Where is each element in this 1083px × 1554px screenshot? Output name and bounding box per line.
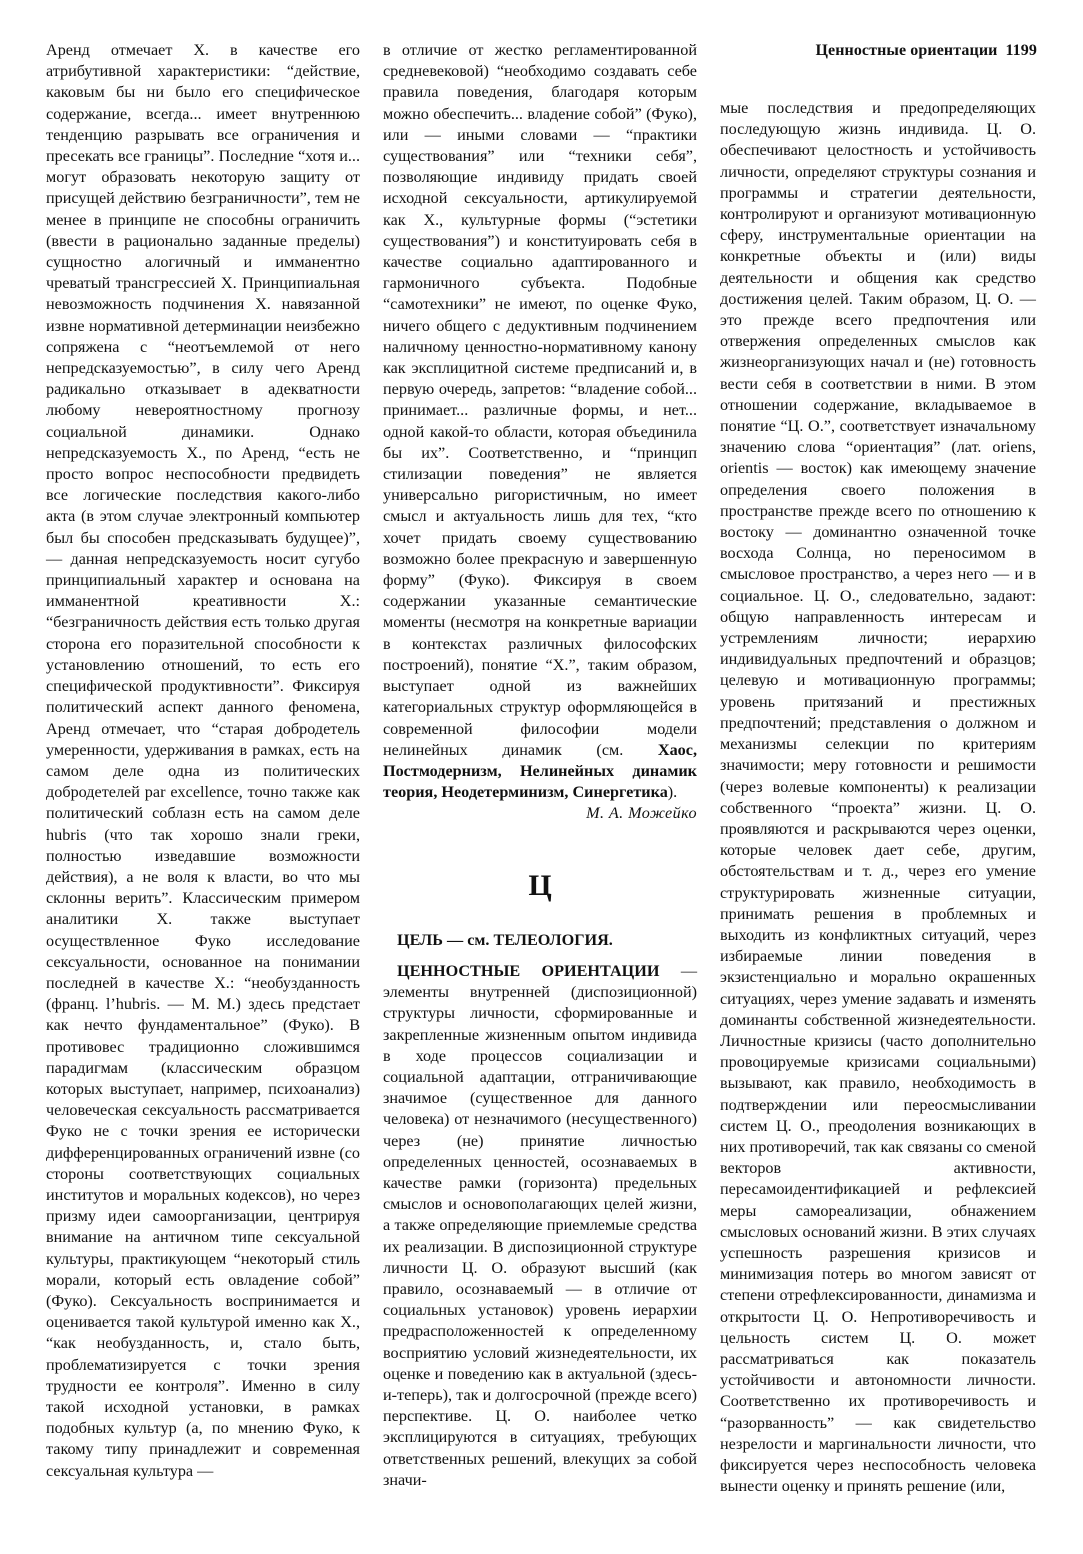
running-header [815,42,1037,60]
entry-goal-reference: ТЕЛЕОЛОГИЯ. [493,930,613,949]
paragraph [383,40,697,803]
cross-references: Хаос, Постмодернизм, Нелинейных динамик теория, Неодетерминизм, Синергетика [383,740,697,802]
paragraph: Аренд отмечает Х. в качестве его атрибутивной характеристики: “действие, каковым бы ни было его специфическое содержание, всегда... имеет внутреннюю тенденцию разрывать все ограничения и пресекать все границы”. Последние “хотя и... могут образовать некоторую защиту от присущей действию безграничности”, тем не менее в принципе не способны ограничить (ввести в рационально заданные пределы) сущностно алогичный и имманентно чреватый трансгрессией Х. Принципиальная невозможность подчинения Х. навязанной извне нормативной детерминации неизбежно сопряжена с “неотъемлемой от него непредсказуемостью”, в силу чего Аренд радикально отказывает в адекватности любому невероятностному прогнозу социальной динамики. Однако непредсказуемость Х., по Аренд, “есть не просто вопрос неспособности предвидеть все логические последствия какого-либо акта (в этом случае электронный компьютер был бы способен предсказывать будущее)”, — данная непредсказуемость носит сугубо принципиальный характер и основана на имманентной креативности Х.: “безграничность действия есть только другая сторона его поразительной способности к установлению отношений, то есть его специфической продуктивности”. Фиксируя политический аспект данного феномена, Аренд отмечает, что “старая добродетель умеренности, удерживания в рамках, есть на самом деле одна из политических добродетелей par excellence, точно также как политический соблазн есть на самом деле hubris (что так хорошо знали греки, полностью изведавшие возможности действия), а не воля к власти, во что мы склонны верить”. Классическим примером аналитики Х. также выступает осуществленное Фуко исследование сексуальности, основанное на понимании последней в качестве Х.: “необузданность (франц. l’hubris. — М. М.) здесь предстает как нечто фундаментальное” (Фуко). В противовес традиционно сложившимся парадигмам (классическим образцом которых выступает, например, психоанализ) человеческая сексуальность рассматривается Фуко не с точки зрения ее исторически дифференцированных ограничений извне (со стороны соответствующих социальных институтов и моральных кодексов), но через призму идеи самоорганизации, центрируя внимание на античном типе сексуальной культуры, практикующем “некоторый стиль морали, который есть овладение собой” (Фуко). Сексуальность воспринимается и оценивается такой культурой именно как Х., “как необузданность, и, стало быть, проблематизируется с точки зрения трудности ее контроля”. Именно в силу такой исходной установки, в рамках подобных культур (а, по мнению Фуко, к такому типу принадлежит и современная сексуальная культура — [46,41,360,1480]
entry-title: ЦЕННОСТНЫЕ ОРИЕНТАЦИИ [397,961,660,980]
entry-goal-title: ЦЕЛЬ — см. [397,930,494,949]
text-column-3 [720,98,1036,1497]
author-signature: М. А. Можейко [586,804,697,823]
entry-text: — элементы внутренней (диспозиционной) структуры личности, сформированные и закрепленные жизненным опытом индивида в ходе процессов социализации и социальной адаптации, отграничивающие значимое (существенное для данного человека) от незначимого (несущественного) через (не) принятие личностью определенных ценностей, осознаваемых в качестве рамки (горизонта) предельных смыслов и основополагающих целей жизни, а также определяющие приемлемые средства их реализации. В диспозиционной структуре личности Ц. О. образуют высший (как правило, осознаваемый — в отличие от социальных установок) уровень иерархии предрасположенностей к определенному восприятию условий жизнедеятельности, их оценке и поведению как в актуальной (здесь-и-теперь), так и долгосрочной (прежде всего) перспективе. Ц. О. наиболее четко эксплицируются в ситуациях, требующих ответственных решений, влекущих за собой значи- [383,961,698,1489]
entry-goal [383,930,697,951]
paragraph-text-end: ). [667,783,678,802]
paragraph: мые последствия и предопределяющих последующую жизнь индивида. Ц. О. обеспечивают целостность и устойчивость личности, определяют структуры сознания и программы и стратегии деятельности, контролируют и организуют мотивационную сферу, инструментальные ориентации на конкретные объекты и (или) виды деятельности и общения как средство достижения целей. Таким образом, Ц. О. — это прежде всего предпочтения или отвержения определенных смыслов как жизнеорганизующих начал и (не) готовность вести себя в соответствии в ними. В этом отношении содержание, вкладываемое в понятие “Ц. О.”, соответствует изначальному значению слова “ориентация” (лат. oriens, orientis — восток) как имеющему значение определения своего положения в пространстве прежде всего по отношению к востоку — доминантно означенной точке восхода Солнца, но переносимом в смысловое пространство, а через него — и в социальное. Ц. О., следовательно, задают: общую направленность интересам и устремлениям личности; иерархию индивидуальных предпочтений и образцов; целевую и мотивационную программы; уровень притязаний и престижных предпочтений; представления о должном и механизмы селекции по критериям значимости; меру готовности и решимости (через волевые компоненты) к реализации собственного “проекта” жизни. Ц. О. проявляются и раскрываются через оценки, которые человек дает себе, другим, обстоятельствам и т. д., через его умение структурировать жизненные ситуации, принимать решения в проблемных и выходить из конфликтных ситуаций, через избираемые линии поведения в экзистенциально и морально окрашенных ситуациях, через умение задавать и изменять доминанты собственной жизнедеятельности. Личностные кризисы (часто дополнительно провоцируемые кризисами социальными) вызывают, как правило, необходимость в подтверждении или переосмысливании систем Ц. О., преодоления возникающих в них противоречий, так как связаны со сменой векторов активности, пересамоидентификацией и рефлексией меры самореализации, обнажением смысловых оснований жизни. В этих случаях успешность разрешения кризисов и минимизация потерь во многом зависят от степени отрефлексированности, динамизма и открытости Ц. О. Непротиворечивость и цельность систем Ц. О. может рассматриваться как показатель устойчивости и автономности личности. Соответственно их противоречивость и “разорванность” — как свидетельство незрелости и маргинальности личности, что фиксируется через неспособность человека вынести оценку и принять решение (или, [720,99,1036,1496]
running-header-title: Ценностные ориентации [815,42,998,59]
page-number: 1199 [1005,42,1037,59]
paragraph-text: в отличие от жестко регламентированной средневековой) “необходимо создавать себе правила поведения, благодаря которым можно обеспечить... владение собой” (Фуко), или — иными словами — “практики существования” или “техники себя”, позволяющие индивиду придать своей исходной сексуальности, артикулируемой как Х., культурные формы (“эстетики существования”) и конституировать себя в качестве социально адаптированного и гармоничного субъекта. Подобные “самотехники” не имеют, по оценке Фуко, ничего общего с дедуктивным подчинением наличному ценностно-нормативному канону как эксплицитной системе предписаний и, в первую очередь, запретов: “владение собой... принимает... различные формы, и нет... одной какой-то области, которая объединила бы их”. Соответственно, и “принцип стилизации поведения” не является универсально ригористичным, но имеет смысл и актуальность лишь для тех, “кто хочет придать своему существованию возможно более прекрасную и завершенную форму” (Фуко). Фиксируя в своем содержании указанные семантические моменты (несмотря на конкретные вариации в контекстах различных философских построений), понятие “Х.”, таким образом, выступает одной из важнейших категориальных структур оформляющейся в современной философии модели нелинейных динамик (см. [383,41,697,759]
section-letter-heading: Ц [528,868,552,902]
entry-value-orientations [383,961,697,1491]
text-column-1 [46,40,360,1482]
text-column-2 [383,40,697,1491]
